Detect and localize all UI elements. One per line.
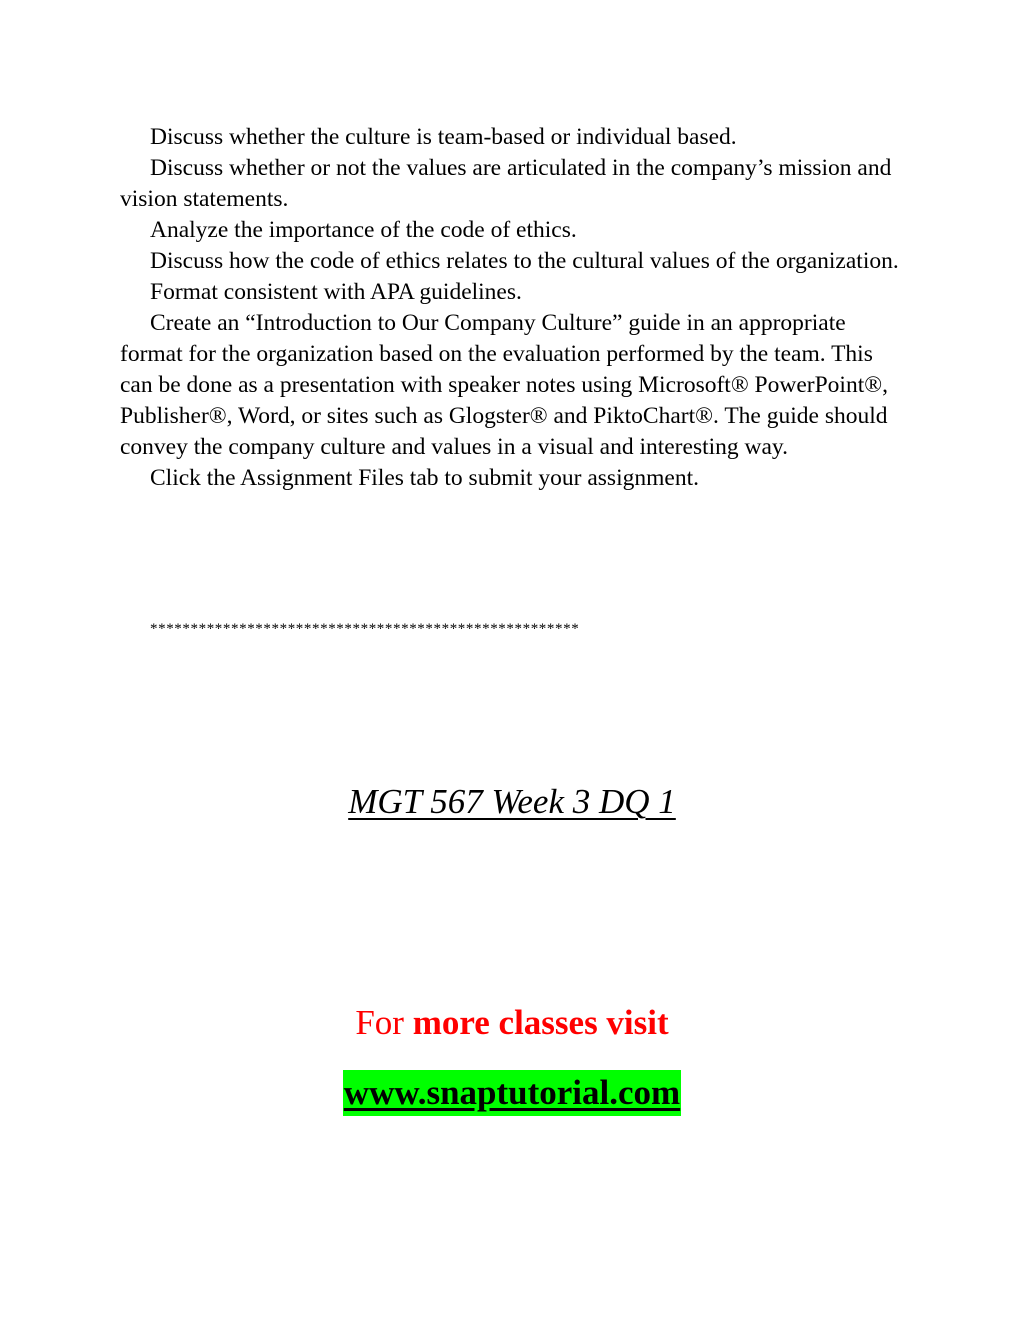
promo-prefix: For <box>355 1003 404 1042</box>
assignment-instructions <box>120 122 900 494</box>
instruction-paragraph: Create an “Introduction to Our Company Culture” guide in an appropriate format for the organization based on the evaluation performed by the team. This can be done as a presentation with speaker notes using Microsoft® PowerPoint®, Publisher®, Word, or sites such as Glogster® and PiktoChart®. The guide should convey the company culture and values in a visual and interesting way. <box>120 310 888 460</box>
separator-line: ***************************************************** <box>150 621 580 637</box>
instruction-paragraph: Discuss whether or not the values are articulated in the company’s mission and vision statements. <box>120 155 892 212</box>
promo-emphasis: more classes visit <box>412 1003 669 1042</box>
page-heading <box>0 780 1024 824</box>
website-link[interactable]: www.snaptutorial.com <box>343 1070 681 1116</box>
instruction-paragraph: Format consistent with APA guidelines. <box>150 279 522 305</box>
instruction-paragraph: Discuss how the code of ethics relates to the cultural values of the organization. <box>150 248 899 274</box>
promo-link-row <box>0 1070 1024 1116</box>
instruction-paragraph: Discuss whether the culture is team-based or individual based. <box>150 124 737 150</box>
instruction-paragraph: Analyze the importance of the code of ethics. <box>150 217 577 243</box>
instruction-paragraph: Click the Assignment Files tab to submit your assignment. <box>150 465 699 491</box>
promo-line <box>0 1000 1024 1046</box>
heading-text: MGT 567 Week 3 DQ 1 <box>348 782 676 821</box>
